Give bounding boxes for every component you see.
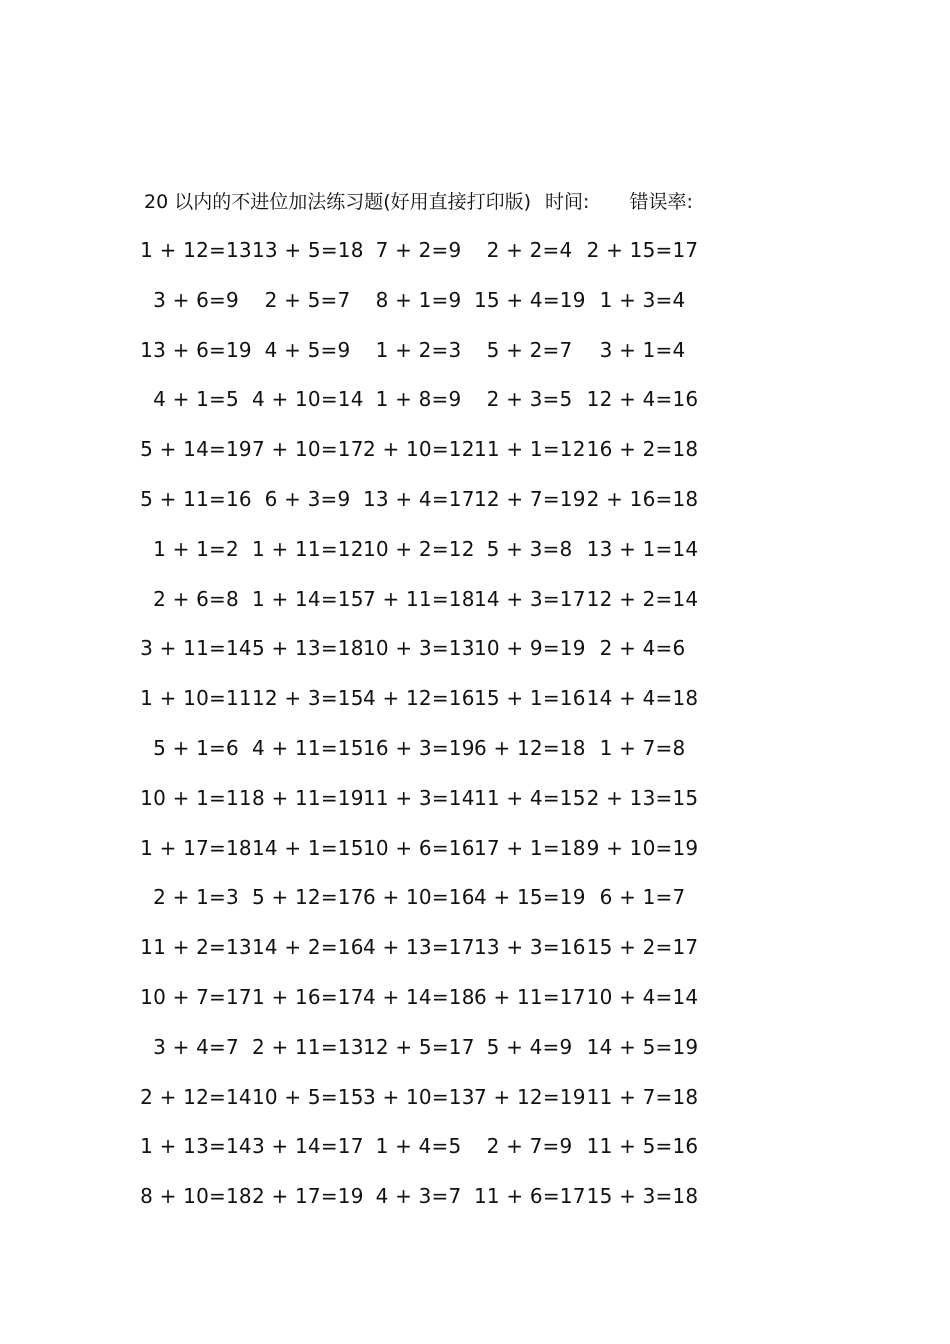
problem-item: 16 + 2=18 [586,437,699,462]
problem-item: 12 + 5=17 [363,1034,475,1059]
problem-row [140,336,700,386]
problem-item: 1 + 1=2 [153,536,239,561]
problem-item: 14 + 5=19 [586,1034,699,1059]
problem-grid [140,236,700,1232]
problem-item: 2 + 5=7 [264,287,351,312]
problem-item: 1 + 14=15 [252,586,364,611]
problem-item: 17 + 1=18 [474,835,586,860]
time-label: 时间: [545,190,590,213]
problem-item: 2 + 13=15 [586,785,699,810]
problem-item: 11 + 2=13 [140,935,252,960]
problem-item: 2 + 4=6 [599,636,686,661]
problem-row [140,585,700,635]
problem-item: 13 + 3=16 [474,935,586,960]
problem-row [140,883,700,933]
problem-row [140,983,700,1033]
problem-item: 1 + 8=9 [375,387,462,412]
problem-item: 5 + 3=8 [486,536,573,561]
problem-item: 7 + 11=18 [363,586,475,611]
problem-item: 3 + 11=14 [140,636,252,661]
problem-item: 5 + 12=17 [252,885,364,910]
problem-item: 12 + 2=14 [586,586,699,611]
problem-row [140,1083,700,1133]
problem-item: 10 + 3=13 [363,636,475,661]
problem-row [140,435,700,485]
problem-item: 2 + 17=19 [252,1184,364,1209]
problem-item: 1 + 17=18 [140,835,252,860]
problem-item: 1 + 2=3 [375,337,462,362]
problem-item: 12 + 4=16 [586,387,699,412]
problem-item: 13 + 1=14 [586,536,699,561]
problem-item: 1 + 16=17 [252,984,364,1009]
worksheet-title: 20 以内的不进位加法练习题(好用直接打印版) [144,190,532,213]
problem-item: 12 + 3=15 [252,686,364,711]
problem-item: 2 + 1=3 [153,885,239,910]
problem-item: 6 + 11=17 [474,984,586,1009]
problem-row [140,286,700,336]
problem-item: 2 + 15=17 [586,238,699,262]
problem-item: 5 + 1=6 [153,735,239,760]
problem-item: 1 + 10=11 [140,686,252,711]
problem-item: 1 + 12=13 [140,238,252,262]
problem-item: 2 + 3=5 [486,387,573,412]
problem-item: 4 + 15=19 [474,885,586,910]
problem-item: 3 + 1=4 [599,337,686,362]
problem-item: 13 + 4=17 [363,486,475,511]
error-rate-label: 错误率: [629,190,693,213]
problem-item: 7 + 10=17 [252,437,364,462]
problem-item: 4 + 10=14 [252,387,364,412]
problem-item: 2 + 16=18 [586,486,699,511]
problem-row [140,734,700,784]
problem-item: 8 + 11=19 [252,785,364,810]
problem-row [140,784,700,834]
problem-item: 11 + 5=16 [586,1134,699,1159]
problem-item: 4 + 5=9 [264,337,351,362]
problem-item: 6 + 12=18 [474,735,586,760]
problem-item: 1 + 3=4 [599,287,686,312]
problem-item: 4 + 3=7 [375,1184,462,1209]
problem-item: 11 + 3=14 [363,785,475,810]
problem-item: 13 + 5=18 [252,238,364,262]
problem-item: 10 + 9=19 [474,636,586,661]
problem-item: 14 + 2=16 [252,935,364,960]
problem-item: 12 + 7=19 [474,486,586,511]
problem-item: 10 + 2=12 [363,536,475,561]
worksheet-header [144,186,693,214]
problem-item: 11 + 6=17 [474,1184,586,1209]
problem-row [140,535,700,585]
problem-row [140,1132,700,1182]
problem-item: 14 + 4=18 [586,686,699,711]
problem-item: 13 + 6=19 [140,337,252,362]
problem-item: 14 + 1=15 [252,835,364,860]
problem-item: 7 + 12=19 [474,1084,586,1109]
problem-item: 16 + 3=19 [363,735,475,760]
problem-item: 2 + 2=4 [486,238,573,262]
problem-item: 6 + 10=16 [363,885,475,910]
problem-row [140,485,700,535]
problem-item: 7 + 2=9 [375,238,462,262]
problem-item: 15 + 2=17 [586,935,699,960]
problem-item: 8 + 10=18 [140,1184,252,1209]
problem-item: 15 + 4=19 [474,287,586,312]
problem-item: 10 + 4=14 [586,984,699,1009]
problem-item: 3 + 4=7 [153,1034,239,1059]
problem-row [140,933,700,983]
problem-item: 1 + 13=14 [140,1134,252,1159]
problem-item: 5 + 14=19 [140,437,252,462]
problem-item: 10 + 1=11 [140,785,252,810]
problem-item: 4 + 14=18 [363,984,475,1009]
problem-item: 8 + 1=9 [375,287,462,312]
problem-item: 11 + 4=15 [474,785,586,810]
problem-row [140,834,700,884]
problem-item: 6 + 3=9 [264,486,351,511]
problem-item: 5 + 4=9 [486,1034,573,1059]
problem-item: 10 + 7=17 [140,984,252,1009]
problem-item: 1 + 7=8 [599,735,686,760]
problem-item: 4 + 1=5 [153,387,239,412]
problem-item: 4 + 11=15 [252,735,364,760]
problem-item: 5 + 2=7 [486,337,573,362]
problem-row [140,236,700,286]
problem-item: 2 + 11=13 [252,1034,364,1059]
problem-item: 1 + 11=12 [252,536,364,561]
problem-item: 15 + 3=18 [586,1184,699,1209]
problem-item: 1 + 4=5 [375,1134,462,1159]
problem-item: 3 + 14=17 [252,1134,364,1159]
problem-item: 9 + 10=19 [586,835,699,860]
problem-item: 2 + 10=12 [363,437,475,462]
problem-item: 11 + 1=12 [474,437,586,462]
problem-item: 15 + 1=16 [474,686,586,711]
problem-item: 2 + 6=8 [153,586,239,611]
problem-item: 3 + 6=9 [153,287,239,312]
problem-item: 5 + 11=16 [140,486,252,511]
problem-item: 14 + 3=17 [474,586,586,611]
problem-row [140,1182,700,1232]
problem-item: 5 + 13=18 [252,636,364,661]
problem-item: 2 + 12=14 [140,1084,252,1109]
problem-item: 2 + 7=9 [486,1134,573,1159]
problem-row [140,1033,700,1083]
problem-row [140,385,700,435]
problem-item: 11 + 7=18 [586,1084,699,1109]
problem-item: 4 + 12=16 [363,686,475,711]
problem-item: 4 + 13=17 [363,935,475,960]
problem-item: 6 + 1=7 [599,885,686,910]
problem-item: 3 + 10=13 [363,1084,475,1109]
problem-item: 10 + 6=16 [363,835,475,860]
problem-row [140,634,700,684]
problem-row [140,684,700,734]
problem-item: 10 + 5=15 [252,1084,364,1109]
